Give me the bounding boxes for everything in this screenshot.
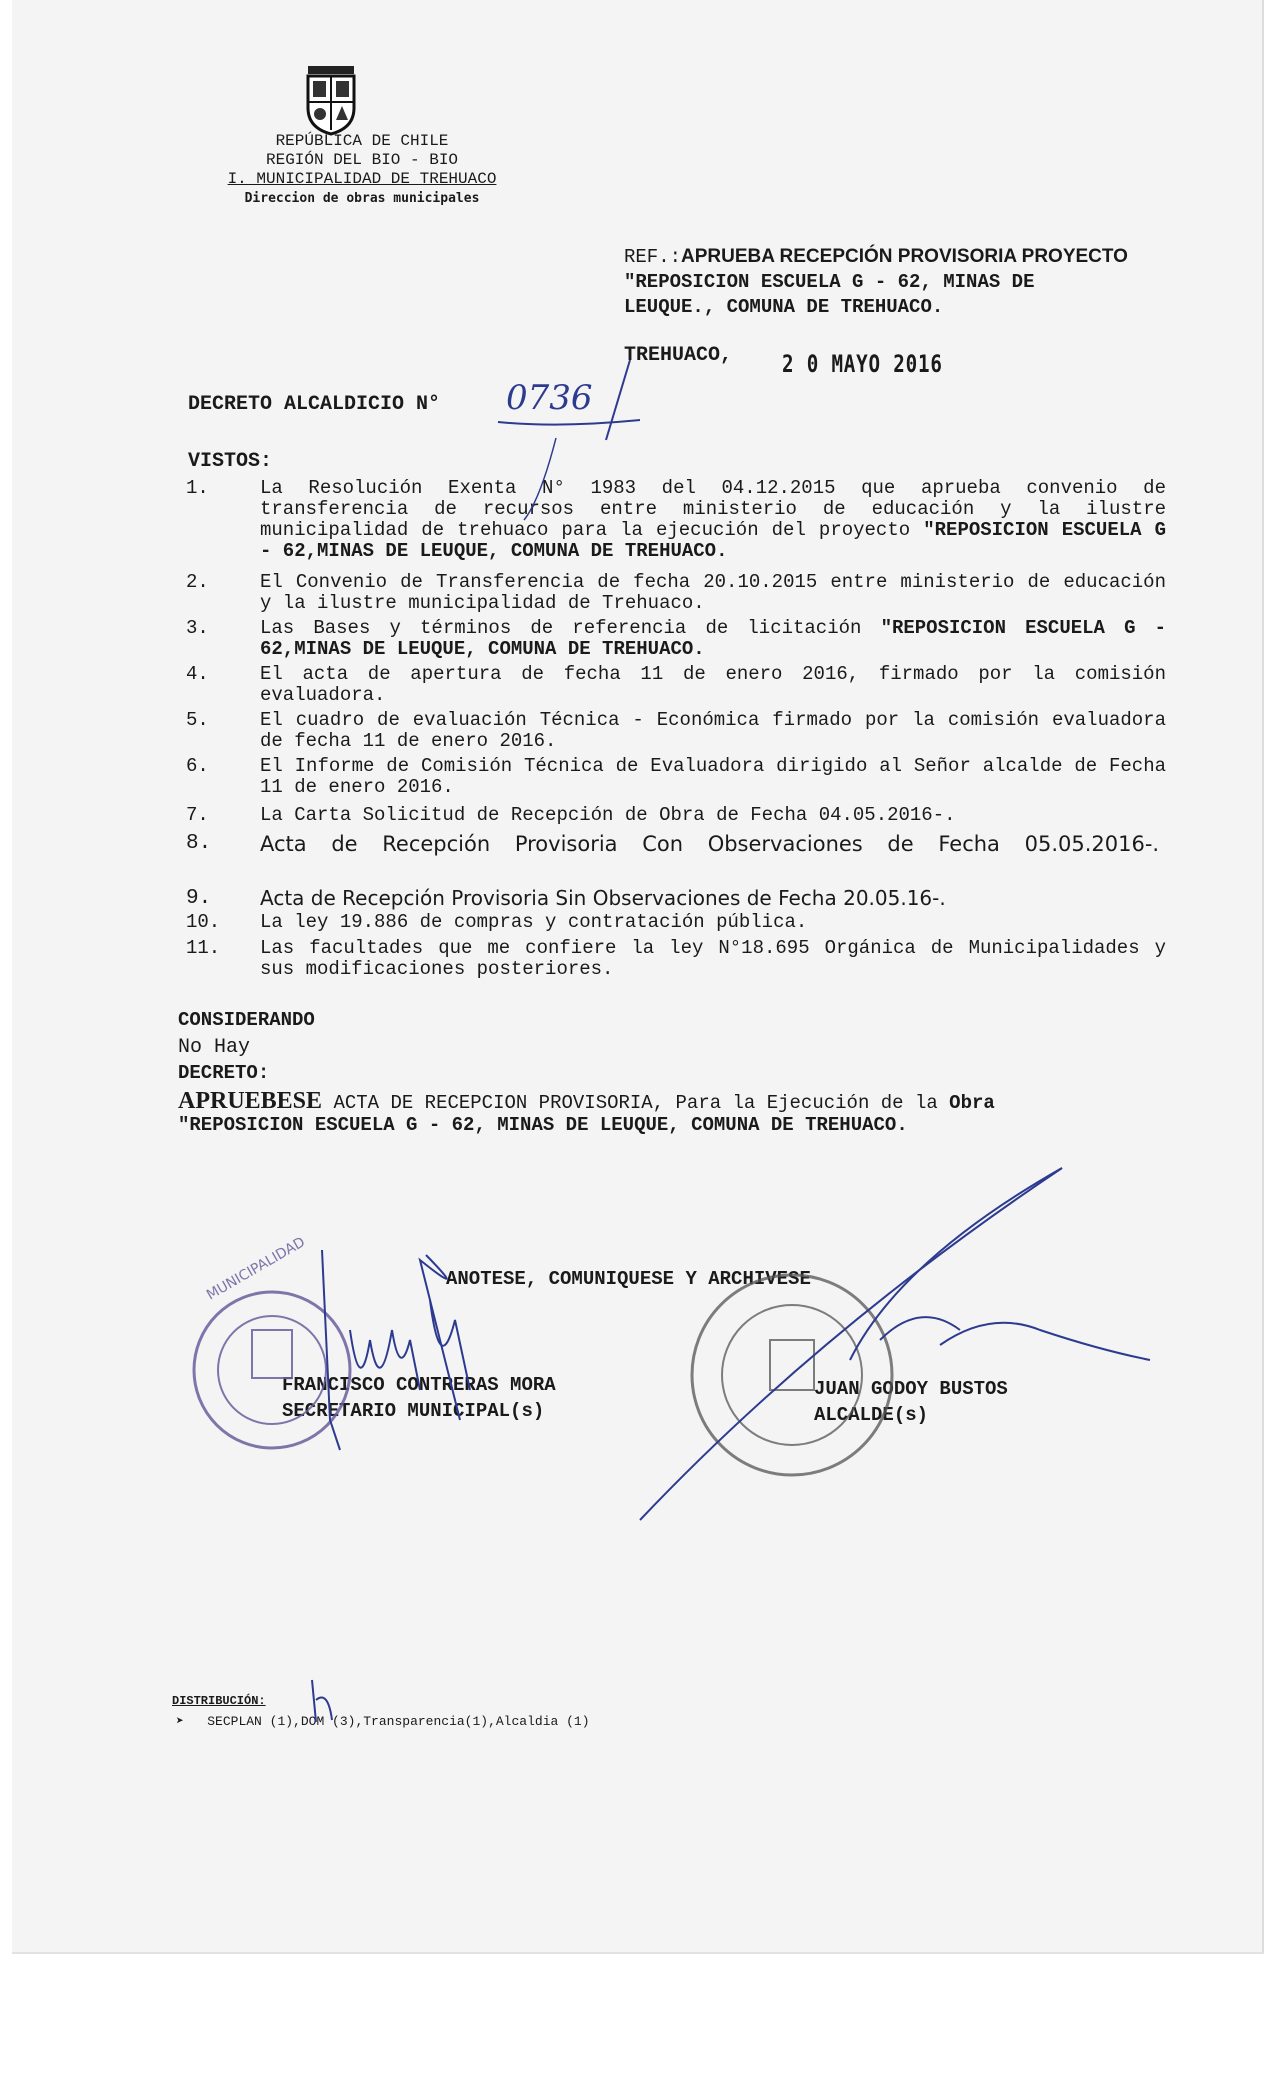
item-text: La Carta Solicitud de Recepción de Obra de Fecha 04.05.2016-. [260, 804, 956, 826]
header-country: REPÚBLICA DE CHILE [275, 132, 449, 150]
item-number: 8. [186, 832, 212, 855]
resolution-obra: Obra [949, 1092, 995, 1114]
item-number: 11. [186, 937, 221, 959]
signatory-left-name: FRANCISCO CONTRERAS MORA [282, 1374, 556, 1396]
item-text [260, 478, 1166, 562]
reference-block [624, 244, 1174, 320]
resolution-paragraph [178, 1090, 1168, 1136]
item-number: 7. [186, 804, 209, 826]
item-number: 1. [186, 477, 209, 499]
distribution-bullet-icon: ➤ [176, 1714, 184, 1729]
item-text-plain: La Resolución Exenta N° 1983 del 04.12.2015 que aprueba convenio de transferencia de recursos entre ministerio de educación y la ilustre municipalidad de trehuaco para la ejecución del proyecto [260, 477, 1166, 541]
item-text: El cuadro de evaluación Técnica - Económica firmado por la comisión evaluadora de fecha 11 de enero 2016. [260, 709, 1166, 752]
distribution-label: DISTRIBUCIÓN: [172, 1694, 266, 1708]
considerando-text: No Hay [178, 1036, 251, 1059]
issuer-header [172, 132, 552, 208]
item-number: 9. [186, 887, 212, 910]
signatory-right [814, 1376, 1008, 1428]
item-text: La ley 19.886 de compras y contratación pública. [260, 911, 808, 933]
signatory-left-role: SECRETARIO MUNICIPAL(s) [282, 1400, 545, 1422]
decree-number: 0736 [506, 378, 593, 418]
item-text: Acta de Recepción Provisoria Con Observaciones de Fecha 05.05.2016-. [260, 832, 1160, 856]
item-number: 4. [186, 663, 209, 685]
resolution-verb: APRUEBESE [178, 1088, 323, 1114]
place-label: TREHUACO, [624, 344, 733, 367]
ref-title-a: APRUEBA RECEPCIÓN PROVISORIA PROYECTO [681, 246, 1128, 267]
item-number: 10. [186, 911, 221, 933]
item-text: Las facultades que me confiere la ley N°18.695 Orgánica de Municipalidades y sus modificaciones posteriores. [260, 937, 1166, 980]
ref-title-c: LEUQUE., COMUNA DE TREHUACO. [624, 296, 944, 318]
resolution-project: "REPOSICION ESCUELA G - 62, MINAS DE LEUQUE, COMUNA DE TREHUACO. [178, 1114, 908, 1136]
ref-prefix: REF.: [624, 246, 682, 268]
header-region: REGIÓN DEL BIO - BIO [265, 151, 459, 169]
item-number: 5. [186, 709, 209, 731]
item-text: Acta de Recepción Provisoria Sin Observaciones de Fecha 20.05.16-. [260, 886, 946, 910]
svg-text:MUNICIPALIDAD: MUNICIPALIDAD [204, 1234, 308, 1304]
considerando-label: CONSIDERANDO [178, 1009, 315, 1031]
item-number: 3. [186, 617, 209, 639]
distribution-line [176, 1714, 590, 1729]
header-department: Direccion de obras municipales [244, 191, 480, 206]
item-text: El Convenio de Transferencia de fecha 20.10.2015 entre ministerio de educación y la ilustre municipalidad de Trehuaco. [260, 571, 1166, 614]
item-number: 2. [186, 571, 209, 593]
decreto-label: DECRETO: [178, 1062, 270, 1084]
ref-title-b: "REPOSICION ESCUELA G - 62, MINAS DE [624, 271, 1035, 293]
item-number: 6. [186, 755, 209, 777]
municipal-crest-icon [302, 64, 360, 136]
item-text-bold: "REPOSICION ESCUELA G - 62,MINAS DE LEUQUE, COMUNA DE TREHUACO. [260, 519, 1166, 562]
header-municipality: I. MUNICIPALIDAD DE TREHUACO [227, 170, 497, 188]
item-text: El Informe de Comisión Técnica de Evaluadora dirigido al Señor alcalde de Fecha 11 de enero 2016. [260, 755, 1166, 798]
item-text-bold: "REPOSICION ESCUELA G - 62,MINAS DE LEUQUE, COMUNA DE TREHUACO. [260, 617, 1166, 660]
signatory-right-role: ALCALDE(s) [814, 1404, 929, 1426]
item-text: El acta de apertura de fecha 11 de enero 2016, firmado por la comisión evaluadora. [260, 663, 1166, 706]
signatory-right-name: JUAN GODOY BUSTOS [814, 1378, 1008, 1400]
date-stamp: 2 0 MAYO 2016 [782, 350, 943, 378]
vistos-label: VISTOS: [188, 450, 273, 473]
signatory-left [282, 1372, 556, 1424]
resolution-text: ACTA DE RECEPCION PROVISORIA, Para la Ejecución de la [333, 1092, 938, 1114]
item-text-plain: Las Bases y términos de referencia de licitación [260, 617, 862, 639]
closing-formula: ANOTESE, COMUNIQUESE Y ARCHIVESE [446, 1268, 811, 1290]
document-page [12, 0, 1264, 1954]
item-text [260, 618, 1166, 660]
decree-title: DECRETO ALCALDICIO N° [188, 393, 441, 416]
distribution-list: SECPLAN (1),DOM (3),Transparencia(1),Alcaldia (1) [207, 1714, 590, 1729]
